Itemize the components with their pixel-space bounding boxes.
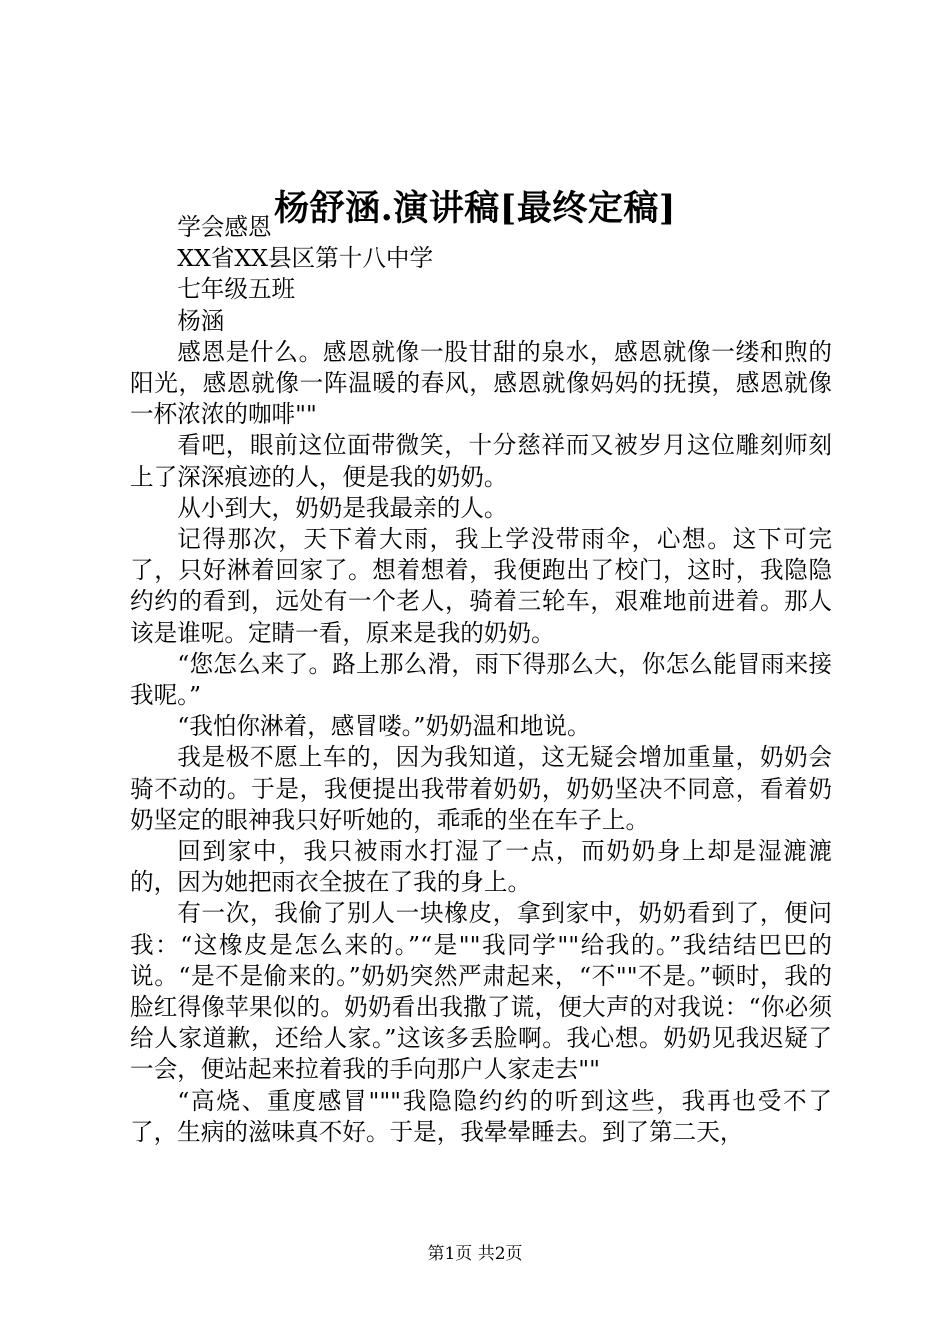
paragraph: 从小到大，奶奶是我最亲的人。 xyxy=(177,493,508,522)
paragraph: 回到家中，我只被雨水打湿了一点，而奶奶身上却是湿漉漉的，因为她把雨衣全披在了我的身上。 xyxy=(130,837,832,897)
school-line: XX省XX县区第十八中学 xyxy=(177,244,434,273)
document-title: 杨舒涵.演讲稿[最终定稿] xyxy=(274,188,676,229)
document-body xyxy=(130,212,832,1148)
paragraph: 感恩是什么。感恩就像一股甘甜的泉水，感恩就像一缕和煦的阳光，感恩就像一阵温暖的春风，感恩就像妈妈的抚摸，感恩就像一杯浓浓的咖啡"" xyxy=(130,337,832,429)
paragraph: 我是极不愿上车的，因为我知道，这无疑会增加重量，奶奶会骑不动的。于是，我便提出我带着奶奶，奶奶坚决不同意，看着奶奶坚定的眼神我只好听她的，乖乖的坐在车子上。 xyxy=(130,743,832,834)
page-number-footer: 第1页 共2页 xyxy=(427,1244,523,1264)
class-line: 七年级五班 xyxy=(177,275,296,304)
paragraph: “高烧、重度感冒"""我隐隐约约的听到这些，我再也受不了了，生病的滋味真不好。于是，我晕晕睡去。到了第二天， xyxy=(130,1086,832,1146)
paragraph: 有一次，我偷了别人一块橡皮，拿到家中，奶奶看到了，便问我：“这橡皮是怎么来的。”“是""我同学""给我的。”我结结巴巴的说。“是不是偷来的。”奶奶突然严肃起来，“不""不是。”顿时，我的脸红得像苹果似的。奶奶看出我撒了谎，便大声的对我说：“你必须给人家道歉，还给人家。”这该多丢脸啊。我心想。奶奶见我迟疑了一会，便站起来拉着我的手向那户人家走去"" xyxy=(130,899,832,1084)
author-line: 杨涵 xyxy=(177,306,225,335)
paragraph: “我怕你淋着，感冒喽。”奶奶温和地说。 xyxy=(177,712,591,741)
paragraph: 看吧，眼前这位面带微笑，十分慈祥而又被岁月这位雕刻师刻上了深深痕迹的人，便是我的奶奶。 xyxy=(130,431,832,491)
speech-title-line: 学会感恩 xyxy=(177,213,272,241)
paragraph: 记得那次，天下着大雨，我上学没带雨伞，心想。这下可完了，只好淋着回家了。想着想着，我便跑出了校门，这时，我隐隐约约的看到，远处有一个老人，骑着三轮车，艰难地前进着。那人该是谁呢。定睛一看，原来是我的奶奶。 xyxy=(130,525,832,647)
paragraph: “您怎么来了。路上那么滑，雨下得那么大，你怎么能冒雨来接我呢。” xyxy=(130,649,832,710)
